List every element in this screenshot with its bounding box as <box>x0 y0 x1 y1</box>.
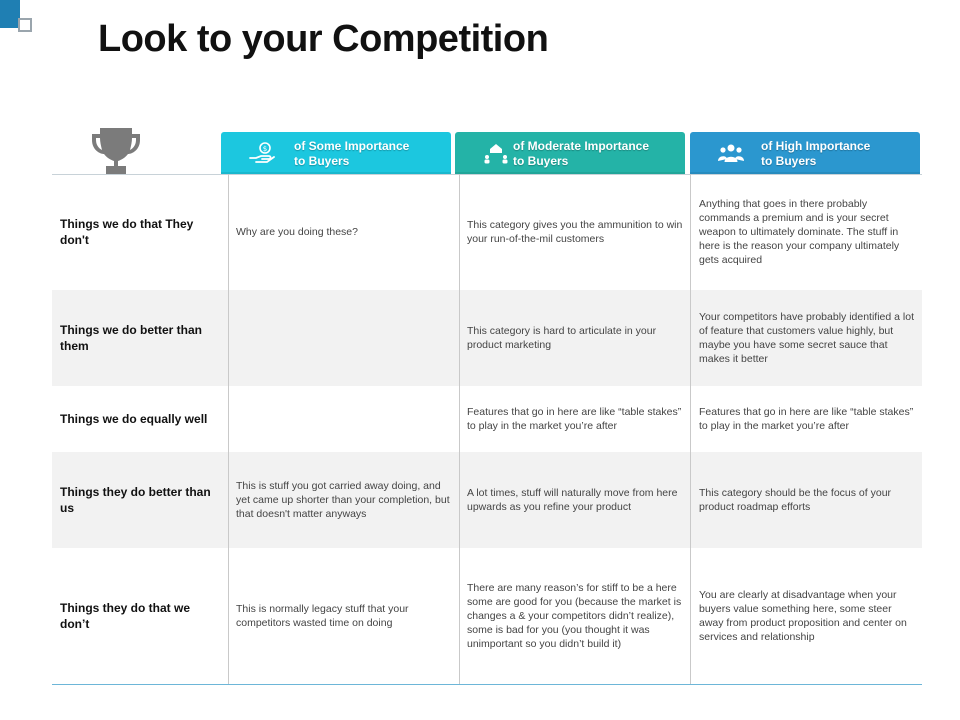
row-label: Things they do that we don’t <box>60 601 191 631</box>
row-label: Things they do better than us <box>60 485 211 515</box>
column-header-moderate-importance <box>455 132 685 174</box>
table-cell: There are many reason’s for stiff to be a here some are good for you (because the market is changes a & your competitors didn’t realize), some is bad for you (you thought it was unimportant so you didn’t build it) <box>467 582 682 650</box>
table-cell: This category gives you the ammunition to win your run-of-the-mil customers <box>467 219 683 245</box>
table-row <box>52 386 922 452</box>
corner-accent-block <box>0 0 20 28</box>
table-cell: This category is hard to articulate in your product marketing <box>467 325 657 351</box>
column-header-label: of Moderate Importance to Buyers <box>513 139 650 168</box>
trophy-icon <box>90 126 142 176</box>
column-header-high-importance <box>690 132 920 174</box>
row-label: Things we do that They don't <box>60 217 194 247</box>
table-cell: This is stuff you got carried away doing, and yet came up shorter than your completion, but that doesn't matter anyways <box>236 480 450 520</box>
column-divider <box>228 174 229 685</box>
hand-coin-icon <box>247 141 277 165</box>
table-cell: A lot times, stuff will naturally move from here upwards as you refine your product <box>467 487 678 513</box>
table-row <box>52 452 922 548</box>
table-cell: This category should be the focus of your product roadmap efforts <box>699 487 892 513</box>
table-cell: Your competitors have probably identified a lot of feature that customers value highly, but maybe you have some secret sauce that makes it better <box>699 311 914 365</box>
corner-accent-square <box>18 18 32 32</box>
people-group-icon <box>716 141 746 165</box>
column-divider <box>459 174 460 685</box>
table-cell: Features that go in here are like “table stakes” to play in the market you’re after <box>699 406 914 432</box>
row-label: Things we do equally well <box>60 412 208 426</box>
column-divider <box>690 174 691 685</box>
column-header-label: of High Importance to Buyers <box>761 139 871 168</box>
table-row <box>52 290 922 386</box>
table-row <box>52 548 922 684</box>
table-bottom-rule <box>52 684 922 685</box>
house-people-icon <box>481 141 511 165</box>
column-header-some-importance <box>221 132 451 174</box>
table-cell: Features that go in here are like “table stakes” to play in the market you’re after <box>467 406 682 432</box>
table-cell: Anything that goes in there probably commands a premium and is your secret weapon to ultimately dominate. The stuff in here is the reason your company ultimately gets acquired <box>699 198 900 266</box>
table-cell: This is normally legacy stuff that your competitors wasted time on doing <box>236 603 409 629</box>
row-label: Things we do better than them <box>60 323 203 353</box>
table-cell: You are clearly at disadvantage when your buyers value something here, some steer away from product proposition and center on services and relationship <box>699 589 907 643</box>
table-row <box>52 175 922 289</box>
column-header-label: of Some Importance to Buyers <box>294 139 410 168</box>
table-cell: Why are you doing these? <box>236 226 358 238</box>
page-title: Look to your Competition <box>98 18 549 60</box>
svg-text:$: $ <box>262 145 268 153</box>
